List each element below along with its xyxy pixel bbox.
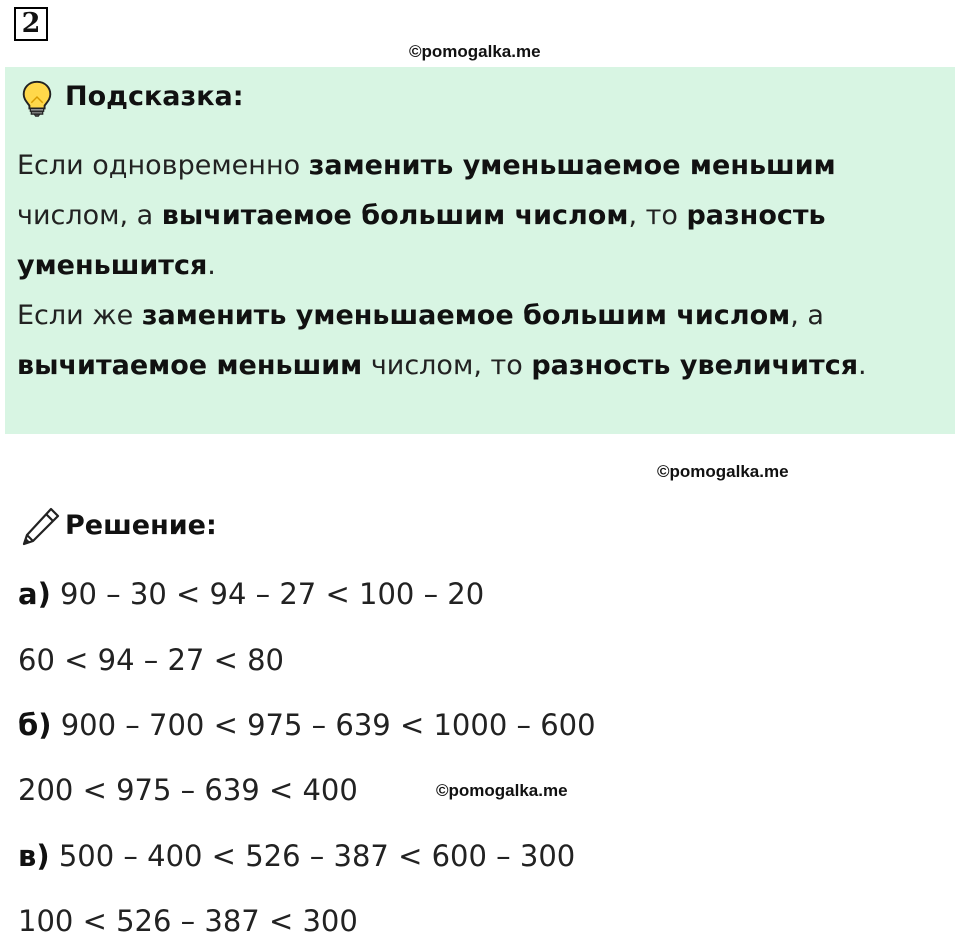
solution-title: Решение: xyxy=(65,510,217,541)
solution-line xyxy=(18,708,596,742)
hint-run: . xyxy=(207,250,216,281)
pencil-icon xyxy=(18,505,62,549)
hint-run: , то xyxy=(628,200,687,231)
hint-emphasis: заменить уменьшаемое большим числом xyxy=(141,300,791,331)
solution-line xyxy=(18,773,358,807)
watermark: ©pomogalka.me xyxy=(436,781,568,800)
line-text: 500 – 400 < 526 – 387 < 600 – 300 xyxy=(49,839,576,873)
hint-emphasis: заменить уменьшаемое меньшим xyxy=(308,150,836,181)
hint-text xyxy=(17,141,942,391)
line-label: а) xyxy=(18,577,51,611)
hint-run: Если одновременно xyxy=(17,150,309,181)
hint-run: Если же xyxy=(17,300,142,331)
watermark: ©pomogalka.me xyxy=(657,462,789,481)
line-text: 900 – 700 < 975 – 639 < 1000 – 600 xyxy=(51,708,596,742)
hint-paragraph xyxy=(17,291,942,391)
solution-line xyxy=(18,839,575,873)
line-text: 90 – 30 < 94 – 27 < 100 – 20 xyxy=(50,577,485,611)
lightbulb-icon xyxy=(18,79,56,117)
hint-box xyxy=(5,67,955,434)
solution-line xyxy=(18,643,284,677)
watermark: ©pomogalka.me xyxy=(409,42,541,61)
hint-run: . xyxy=(858,350,867,381)
hint-emphasis: вычитаемое большим числом xyxy=(161,200,629,231)
task-number: 2 xyxy=(14,7,48,41)
hint-run: числом, то xyxy=(362,350,532,381)
hint-emphasis: разность увеличится xyxy=(531,350,859,381)
hint-paragraph xyxy=(17,141,942,291)
hint-run: числом, а xyxy=(17,200,162,231)
hint-emphasis: разность уменьшится xyxy=(17,200,826,281)
line-text: 60 < 94 – 27 < 80 xyxy=(18,643,285,677)
hint-title: Подсказка: xyxy=(65,81,244,112)
line-label: в) xyxy=(18,839,50,873)
hint-run: , а xyxy=(790,300,824,331)
line-label: б) xyxy=(18,708,52,742)
solution-line xyxy=(18,577,484,611)
line-text: 200 < 975 – 639 < 400 xyxy=(18,773,358,807)
line-text: 100 < 526 – 387 < 300 xyxy=(18,904,358,938)
hint-emphasis: вычитаемое меньшим xyxy=(17,350,363,381)
solution-line xyxy=(18,904,358,938)
